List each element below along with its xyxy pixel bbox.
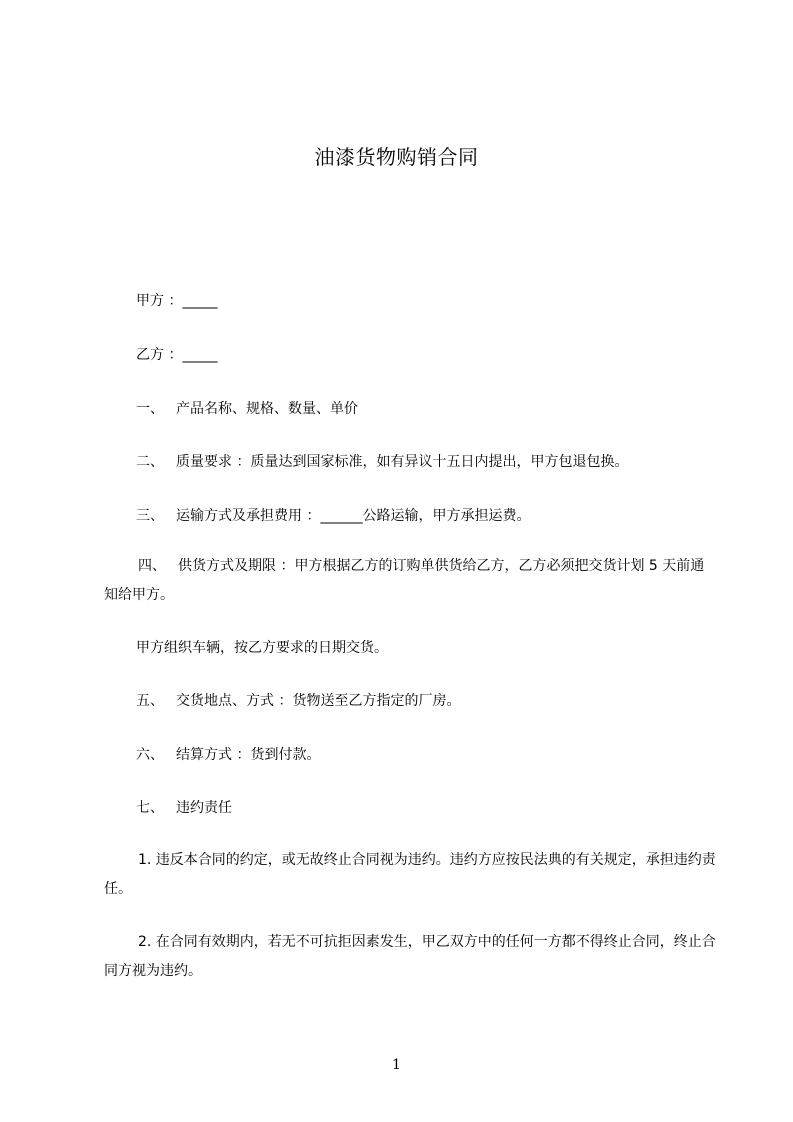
section-4-text: 供货方式及期限 ：甲方根据乙方的订购单供货给乙方，乙方必须把交货计划 5 天前通知给甲方。 (104, 558, 705, 603)
section-7-number: 七、 (136, 800, 164, 816)
section-7-text: 违约责任 (176, 800, 232, 816)
section-2 (136, 452, 628, 472)
section-4-extra: 甲方组织车辆，按乙方要求的日期交货。 (136, 640, 388, 656)
party-a-line: 甲方 ：_____ (136, 293, 218, 309)
section-2-number: 二、 (136, 454, 164, 470)
section-1-number: 一、 (136, 401, 164, 417)
section-2-text: 质量要求 ：质量达到国家标准，如有异议十五日内提出，甲方包退包换。 (176, 454, 629, 470)
page-number: 1 (392, 1057, 401, 1073)
section-5-number: 五、 (136, 693, 164, 709)
section-3-number: 三、 (136, 508, 164, 524)
section-3-text: 运输方式及承担费用 ：______公路运输，甲方承担运费。 (176, 508, 531, 524)
section-6-number: 六、 (136, 747, 164, 763)
section-7 (136, 798, 232, 818)
section-4 (104, 552, 716, 610)
party-b-line: 乙方 ：_____ (136, 347, 218, 363)
section-4-number: 四、 (138, 558, 166, 574)
clause-1: 1. 违反本合同的约定，或无故终止合同视为违约。违约方应按民法典的有关规定，承担违约责任。 (104, 852, 716, 897)
section-1 (136, 399, 358, 419)
clause-2: 2. 在合同有效期内，若无不可抗拒因素发生，甲乙双方中的任何一方都不得终止合同，终止合同方视为违约。 (104, 934, 716, 979)
section-1-text: 产品名称、规格、数量、单价 (176, 401, 358, 417)
section-6-text: 结算方式 ：货到付款。 (176, 747, 321, 763)
section-3 (136, 506, 530, 526)
section-5 (136, 691, 460, 711)
section-5-text: 交货地点、方式 ：货物送至乙方指定的厂房。 (176, 693, 461, 709)
section-6 (136, 745, 320, 765)
document-title: 油漆货物购销合同 (314, 145, 479, 169)
